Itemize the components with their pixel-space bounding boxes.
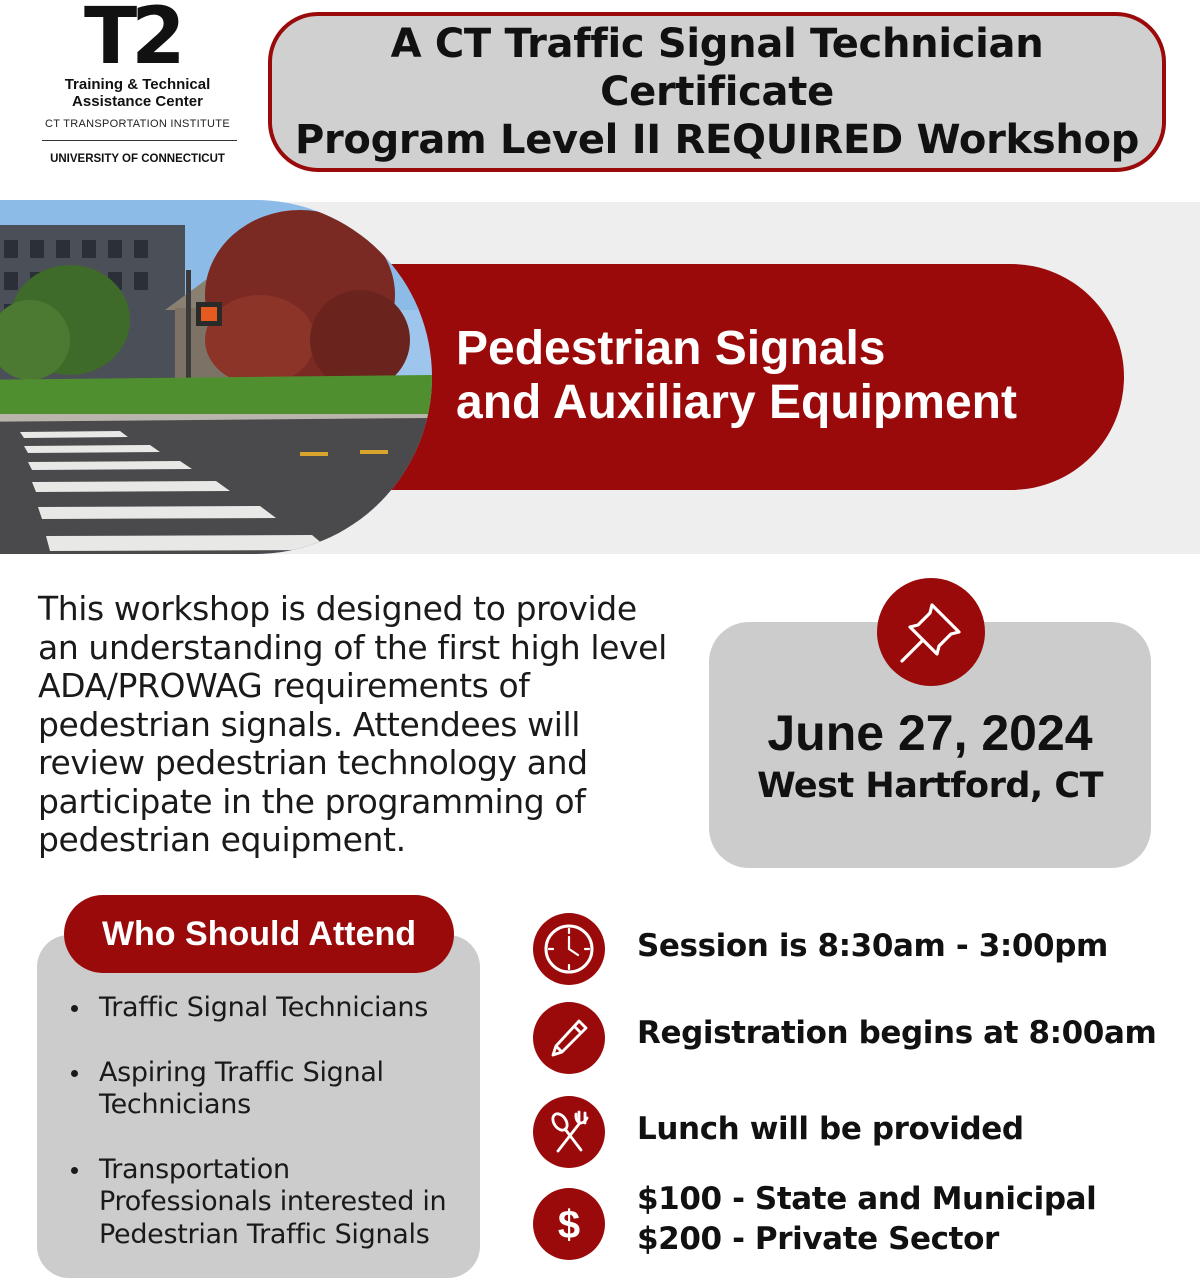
list-item-line: Technicians	[99, 1089, 251, 1120]
list-item	[68, 1154, 468, 1252]
logo-divider	[42, 140, 237, 141]
crosswalk-photo	[0, 200, 432, 554]
svg-text:$: $	[557, 1203, 581, 1247]
pencil-icon	[533, 1002, 605, 1074]
list-item-line: Professionals interested in	[99, 1186, 447, 1217]
logo-mark: T2	[84, 0, 180, 82]
attendees-list	[68, 992, 468, 1283]
logo-line-1: Training & Technical	[64, 76, 211, 93]
event-location: West Hartford, CT	[757, 766, 1103, 806]
description-line: pedestrian equipment.	[38, 820, 406, 859]
header-title-line-2: Program Level II REQUIRED Workshop	[294, 117, 1140, 163]
list-item-line: Pedestrian Traffic Signals	[99, 1218, 430, 1250]
lunch-note: Lunch will be provided	[637, 1111, 1024, 1147]
registration-time: Registration begins at 8:00am	[637, 1015, 1157, 1051]
banner-title	[456, 322, 1017, 430]
list-item-line: Aspiring Traffic Signal	[99, 1056, 384, 1088]
price-private-sector: $200 - Private Sector	[637, 1221, 999, 1257]
list-item-line: Traffic Signal Technicians	[99, 992, 428, 1023]
header-title	[272, 20, 1162, 164]
description-line: participate in the programming of	[38, 781, 586, 821]
attendees-heading: Who Should Attend	[64, 895, 454, 973]
logo-line-4: UNIVERSITY OF CONNECTICUT	[50, 153, 225, 165]
t2-logo	[30, 0, 245, 180]
description-line: pedestrian signals. Attendees will	[38, 704, 581, 744]
session-time: Session is 8:30am - 3:00pm	[637, 928, 1108, 964]
description-line: This workshop is designed to provide	[38, 589, 637, 628]
logo-line-2: Assistance Center	[72, 93, 203, 110]
price-state-municipal: $100 - State and Municipal	[637, 1181, 1097, 1217]
list-item-line: Transportation	[99, 1153, 290, 1185]
description-line: an understanding of the first high level	[38, 627, 667, 667]
logo-line-3: CT TRANSPORTATION INSTITUTE	[45, 118, 230, 130]
dollar-icon	[533, 1188, 605, 1260]
header-title-line-1: A CT Traffic Signal Technician Certificate	[390, 21, 1044, 115]
event-date: June 27, 2024	[767, 705, 1093, 761]
pushpin-icon	[877, 578, 985, 686]
banner-title-line-2: and Auxiliary Equipment	[456, 376, 1017, 429]
banner-title-line-1: Pedestrian Signals	[456, 322, 886, 375]
list-item	[68, 992, 468, 1025]
clock-icon	[533, 913, 605, 985]
header-banner	[268, 12, 1166, 172]
workshop-description	[38, 590, 703, 860]
list-item	[68, 1057, 468, 1122]
utensils-icon	[533, 1096, 605, 1168]
description-line: review pedestrian technology and	[38, 743, 588, 782]
description-line: ADA/PROWAG requirements of	[38, 666, 530, 705]
